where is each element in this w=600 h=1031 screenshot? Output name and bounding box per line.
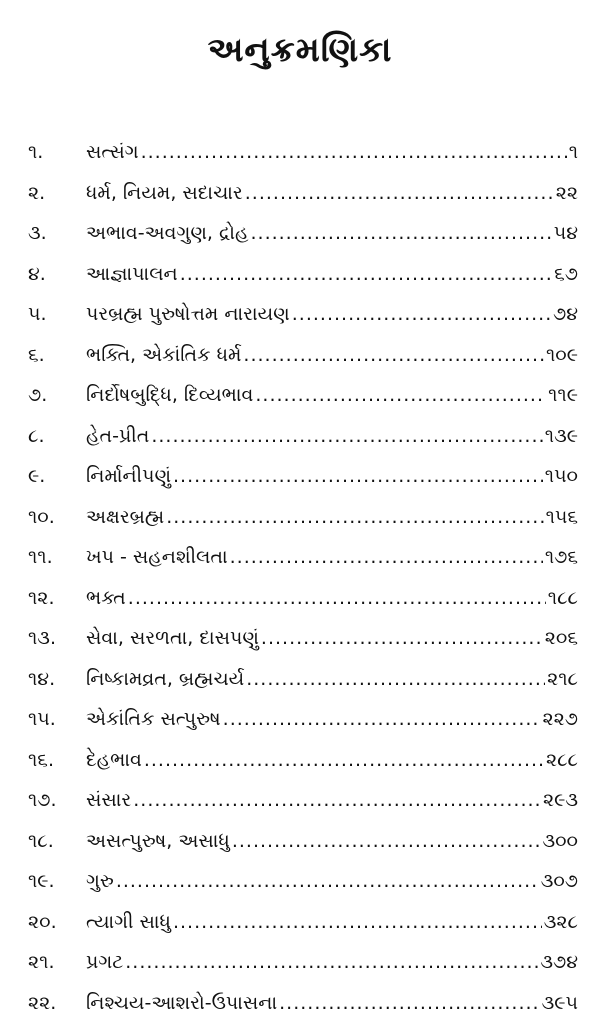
toc-label: ગુરુ bbox=[86, 870, 114, 892]
toc-number: ૧૯. bbox=[28, 870, 55, 892]
toc-number: ૧૨. bbox=[28, 586, 55, 609]
toc-label: આજ્ઞાપાલન bbox=[86, 262, 178, 285]
dot-leader bbox=[151, 416, 542, 457]
dot-leader bbox=[245, 173, 554, 214]
toc-page-number: ૧૫૦ bbox=[544, 465, 578, 487]
toc-page-number: ૧૧૯ bbox=[548, 384, 578, 406]
toc-number: ૫. bbox=[28, 303, 47, 325]
toc-label: દેહભાવ bbox=[86, 748, 142, 771]
dot-leader bbox=[243, 335, 544, 376]
toc-row bbox=[22, 983, 578, 1024]
toc-label: ભક્તિ, એકાંતિક ધર્મ bbox=[86, 343, 242, 366]
toc-number: ૨૧. bbox=[28, 951, 55, 973]
toc-row bbox=[22, 821, 578, 862]
toc-label: હેત-પ્રીત bbox=[86, 424, 150, 447]
toc-page-number: ૩૭૪ bbox=[540, 951, 578, 973]
toc-label: પરબ્રહ્મ પુરુષોત્તમ નારાયણ bbox=[86, 303, 290, 325]
toc-row bbox=[22, 375, 578, 416]
dot-leader bbox=[128, 578, 546, 619]
toc-page-number: ૬૭ bbox=[554, 262, 578, 285]
toc-row bbox=[22, 618, 578, 659]
dot-leader bbox=[230, 537, 543, 578]
toc-number: ૧. bbox=[28, 141, 44, 163]
toc-entry bbox=[86, 254, 578, 295]
toc-row bbox=[22, 213, 578, 254]
toc-label: પ્રગટ bbox=[86, 951, 124, 973]
toc-row bbox=[22, 780, 578, 821]
toc-number: ૪. bbox=[28, 262, 46, 285]
toc-number: ૧૫. bbox=[28, 708, 56, 730]
toc-page-number: ૩૨૮ bbox=[543, 910, 578, 933]
toc-number: ૬. bbox=[28, 343, 45, 366]
toc-entry bbox=[86, 780, 578, 821]
page-title: અનુક્રમણિકા bbox=[207, 30, 393, 70]
toc-label: નિર્માનીપણું bbox=[86, 465, 172, 487]
toc-label: ધર્મ, નિયમ, સદાચાર bbox=[86, 181, 243, 204]
toc-number: ૨. bbox=[28, 181, 46, 204]
toc-number: ૭. bbox=[28, 384, 48, 406]
toc-number: ૧૩. bbox=[28, 627, 57, 649]
toc-row bbox=[22, 335, 578, 376]
toc-entry bbox=[86, 132, 578, 173]
toc-row bbox=[22, 740, 578, 781]
toc-row bbox=[22, 294, 578, 335]
toc-entry bbox=[86, 861, 578, 902]
dot-leader bbox=[116, 861, 539, 902]
toc-page-number: ૨૮૮ bbox=[545, 748, 578, 771]
toc-label: ત્યાગી સાધુ bbox=[86, 910, 171, 933]
toc-entry bbox=[86, 497, 578, 538]
toc-number: ૩. bbox=[28, 222, 47, 244]
toc-row bbox=[22, 537, 578, 578]
table-of-contents bbox=[22, 132, 578, 1023]
dot-leader bbox=[144, 740, 544, 781]
toc-number: ૯. bbox=[28, 465, 46, 487]
toc-label: નિશ્ચય-આશરો-ઉપાસના bbox=[86, 991, 278, 1014]
toc-entry bbox=[86, 942, 578, 983]
dot-leader bbox=[173, 902, 542, 943]
toc-number: ૧૦. bbox=[28, 505, 55, 528]
toc-number: ૨૨. bbox=[28, 991, 57, 1014]
dot-leader bbox=[133, 780, 541, 821]
toc-page-number: ૨૨ bbox=[555, 181, 578, 204]
toc-page-number: ૨૦૬ bbox=[544, 627, 578, 649]
toc-label: અભાવ-અવગુણ, દ્રોહ bbox=[86, 222, 249, 244]
dot-leader bbox=[261, 618, 543, 659]
toc-entry bbox=[86, 335, 578, 376]
toc-row bbox=[22, 699, 578, 740]
toc-page-number: ૨૨૭ bbox=[542, 708, 578, 730]
dot-leader bbox=[292, 294, 551, 335]
toc-entry bbox=[86, 456, 578, 497]
dot-leader bbox=[141, 132, 567, 173]
toc-number: ૧૮. bbox=[28, 829, 54, 852]
toc-page-number: ૨૧૮ bbox=[547, 667, 578, 690]
toc-number: ૨૦. bbox=[28, 910, 57, 933]
toc-row bbox=[22, 456, 578, 497]
dot-leader bbox=[255, 375, 546, 416]
toc-page-number: ૧૭૬ bbox=[544, 546, 578, 568]
toc-label: નિષ્કામવ્રત, બ્રહ્મચર્ય bbox=[86, 667, 245, 690]
toc-entry bbox=[86, 537, 578, 578]
toc-page-number: ૧૫૬ bbox=[545, 505, 578, 528]
toc-label: ભક્ત bbox=[86, 586, 126, 609]
toc-entry bbox=[86, 213, 578, 254]
toc-row bbox=[22, 416, 578, 457]
toc-row bbox=[22, 861, 578, 902]
toc-entry bbox=[86, 173, 578, 214]
toc-entry bbox=[86, 294, 578, 335]
toc-entry bbox=[86, 416, 578, 457]
toc-number: ૧૧. bbox=[28, 546, 53, 568]
toc-label: સેવા, સરળતા, દાસપણું bbox=[86, 627, 259, 649]
dot-leader bbox=[232, 821, 541, 862]
toc-entry bbox=[86, 375, 578, 416]
toc-entry bbox=[86, 983, 578, 1024]
toc-row bbox=[22, 942, 578, 983]
toc-number: ૮. bbox=[28, 424, 45, 447]
toc-entry bbox=[86, 659, 578, 700]
toc-page-number: ૨૯૩ bbox=[542, 789, 578, 811]
toc-label: અસત્પુરુષ, અસાધુ bbox=[86, 829, 230, 852]
toc-entry bbox=[86, 821, 578, 862]
dot-leader bbox=[125, 942, 538, 983]
toc-row bbox=[22, 497, 578, 538]
toc-label: સંસાર bbox=[86, 789, 132, 811]
toc-label: અક્ષરબ્રહ્મ bbox=[86, 505, 165, 528]
toc-page-number: ૩૦૦ bbox=[542, 829, 578, 852]
toc-page-number: ૩૯૫ bbox=[541, 991, 578, 1014]
toc-row bbox=[22, 902, 578, 943]
dot-leader bbox=[246, 659, 545, 700]
toc-page-number: ૧૦૯ bbox=[546, 343, 578, 366]
toc-label: સત્સંગ bbox=[86, 141, 139, 163]
toc-row bbox=[22, 659, 578, 700]
toc-page-number: ૧૮૮ bbox=[547, 586, 578, 609]
toc-row bbox=[22, 254, 578, 295]
toc-page-number: ૩૦૭ bbox=[540, 870, 578, 892]
toc-number: ૧૪. bbox=[28, 667, 56, 690]
toc-entry bbox=[86, 740, 578, 781]
toc-row bbox=[22, 132, 578, 173]
toc-entry bbox=[86, 902, 578, 943]
toc-number: ૧૭. bbox=[28, 789, 57, 811]
toc-entry bbox=[86, 618, 578, 659]
dot-leader bbox=[173, 456, 543, 497]
toc-number: ૧૬. bbox=[28, 748, 54, 771]
toc-row bbox=[22, 173, 578, 214]
dot-leader bbox=[166, 497, 543, 538]
toc-entry bbox=[86, 699, 578, 740]
dot-leader bbox=[279, 983, 539, 1024]
toc-page-number: ૭૪ bbox=[553, 303, 578, 325]
dot-leader bbox=[250, 213, 551, 254]
toc-page-number: ૧૩૯ bbox=[544, 424, 578, 447]
toc-row bbox=[22, 578, 578, 619]
toc-label: એકાંતિક સત્પુરુષ bbox=[86, 708, 221, 730]
toc-label: ખપ - સહનશીલતા bbox=[86, 546, 228, 568]
dot-leader bbox=[180, 254, 552, 295]
dot-leader bbox=[223, 699, 541, 740]
toc-label: નિર્દોષબુદ્ધિ, દિવ્યભાવ bbox=[86, 384, 254, 406]
toc-page-number: ૫૪ bbox=[553, 222, 578, 244]
toc-entry bbox=[86, 578, 578, 619]
toc-page-number: ૧ bbox=[568, 141, 578, 163]
